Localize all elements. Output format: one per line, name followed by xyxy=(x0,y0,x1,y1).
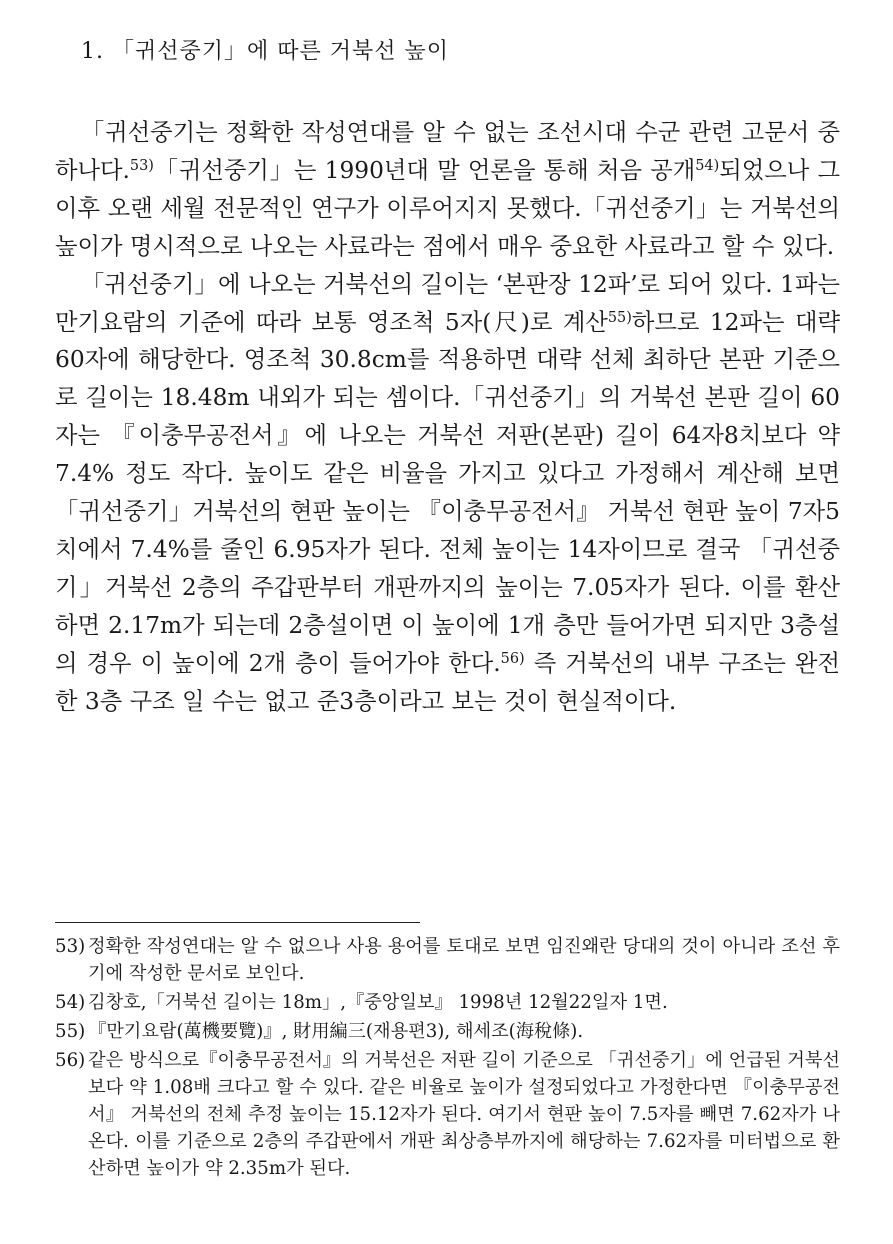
footnote-text: 김창호,「거북선 길이는 18m」,『중앙일보』 1998년 12월22일자 1면. xyxy=(88,992,668,1013)
section-heading: 1. 「귀선중기」에 따른 거북선 높이 xyxy=(81,39,449,64)
body-paragraph xyxy=(55,266,840,721)
footnote-reference: 53) xyxy=(129,157,154,174)
body-text xyxy=(55,114,840,721)
footnote-reference: 54) xyxy=(695,157,720,174)
paragraph-text: 되었으나 그 이후 오랜 세월 전문적인 연구가 이루어지지 못했다.「귀선중기」는 거북선의 높이가 명시적으로 나오는 사료라는 점에서 매우 중요한 사료라고 할 수 있다. xyxy=(55,156,840,260)
footnote-text: 같은 방식으로『이충무공전서』의 거북선은 저판 길이 기준으로 「귀선중기」에 언급된 거북선보다 약 1.08배 크다고 할 수 있다. 같은 비율로 높이가 설정되었다고 가정한다면 『이충무공전서』 거북선의 전체 추정 높이는 15.12자가 된다. 여기서 현판 높이 7.5자를 빼면 7.62자가 나온다. 이를 기준으로 2층의 주갑판에서 개판 최상층부까지에 해당하는 7.62자를 미터법으로 환산하면 높이가 약 2.35m가 된다. xyxy=(88,1050,840,1179)
paragraph-text: 「귀선중기는 정확한 작성연대를 알 수 없는 조선시대 수군 관련 고문서 중 하나다. xyxy=(55,119,840,184)
footnote-text: 『만기요람(萬機要覽)』, 財用編三(재용편3), 해세조(海稅條). xyxy=(88,1021,584,1042)
body-paragraph xyxy=(55,114,840,266)
footnote-item xyxy=(55,989,840,1016)
footnote-item xyxy=(55,1018,840,1045)
footnotes xyxy=(55,933,840,1184)
paragraph-text: 「귀선중기」는 1990년대 말 언론을 통해 처음 공개 xyxy=(153,156,696,184)
footnote-number: 53) xyxy=(55,936,86,957)
footnote-reference: 56) xyxy=(500,650,525,667)
paragraph-text: 하므로 12파는 대략 60자에 해당한다. 영조척 30.8cm를 적용하면 대략 선체 최하단 본판 기준으로 길이는 18.48m 내외가 되는 셈이다.「귀선중기」의 거북선 본판 길이 60자는 『이충무공전서』에 나오는 거북선 저판(본판) 길이 64자8치보다 약 7.4% 정도 작다. 높이도 같은 비율을 가지고 있다고 가정해서 계산해 보면 「귀선중기」거북선의 현판 높이는 『이충무공전서』 거북선 현판 높이 7자5치에서 7.4%를 줄인 6.95자가 된다. 전체 높이는 14자이므로 결국 「귀선중기」거북선 2층의 주갑판부터 개판까지의 높이는 7.05자가 된다. 이를 환산하면 2.17m가 되는데 2층설이면 이 높이에 1개 층만 들어가면 되지만 3층설의 경우 이 높이에 2개 층이 들어가야 한다. xyxy=(55,308,840,677)
footnote-number: 54) xyxy=(55,992,86,1013)
footnote-item xyxy=(55,933,840,987)
footnote-reference: 55) xyxy=(607,309,632,326)
footnote-item xyxy=(55,1047,840,1182)
footnote-number: 56) xyxy=(55,1050,86,1071)
paragraph-text: 즉 거북선의 내부 구조는 완전한 3층 구조 일 수는 없고 준3층이라고 보는 것이 현실적이다. xyxy=(55,649,840,715)
footnote-divider xyxy=(55,922,420,923)
footnote-text: 정확한 작성연대는 알 수 없으나 사용 용어를 토대로 보면 임진왜란 당대의 것이 아니라 조선 후기에 작성한 문서로 보인다. xyxy=(88,936,840,984)
paragraph-text: 「귀선중기」에 나오는 거북선의 길이는 ‘본판장 12파’로 되어 있다. 1파는 만기요람의 기준에 따라 보통 영조척 5자(尺)로 계산 xyxy=(55,270,840,336)
footnote-number: 55) xyxy=(55,1021,86,1042)
